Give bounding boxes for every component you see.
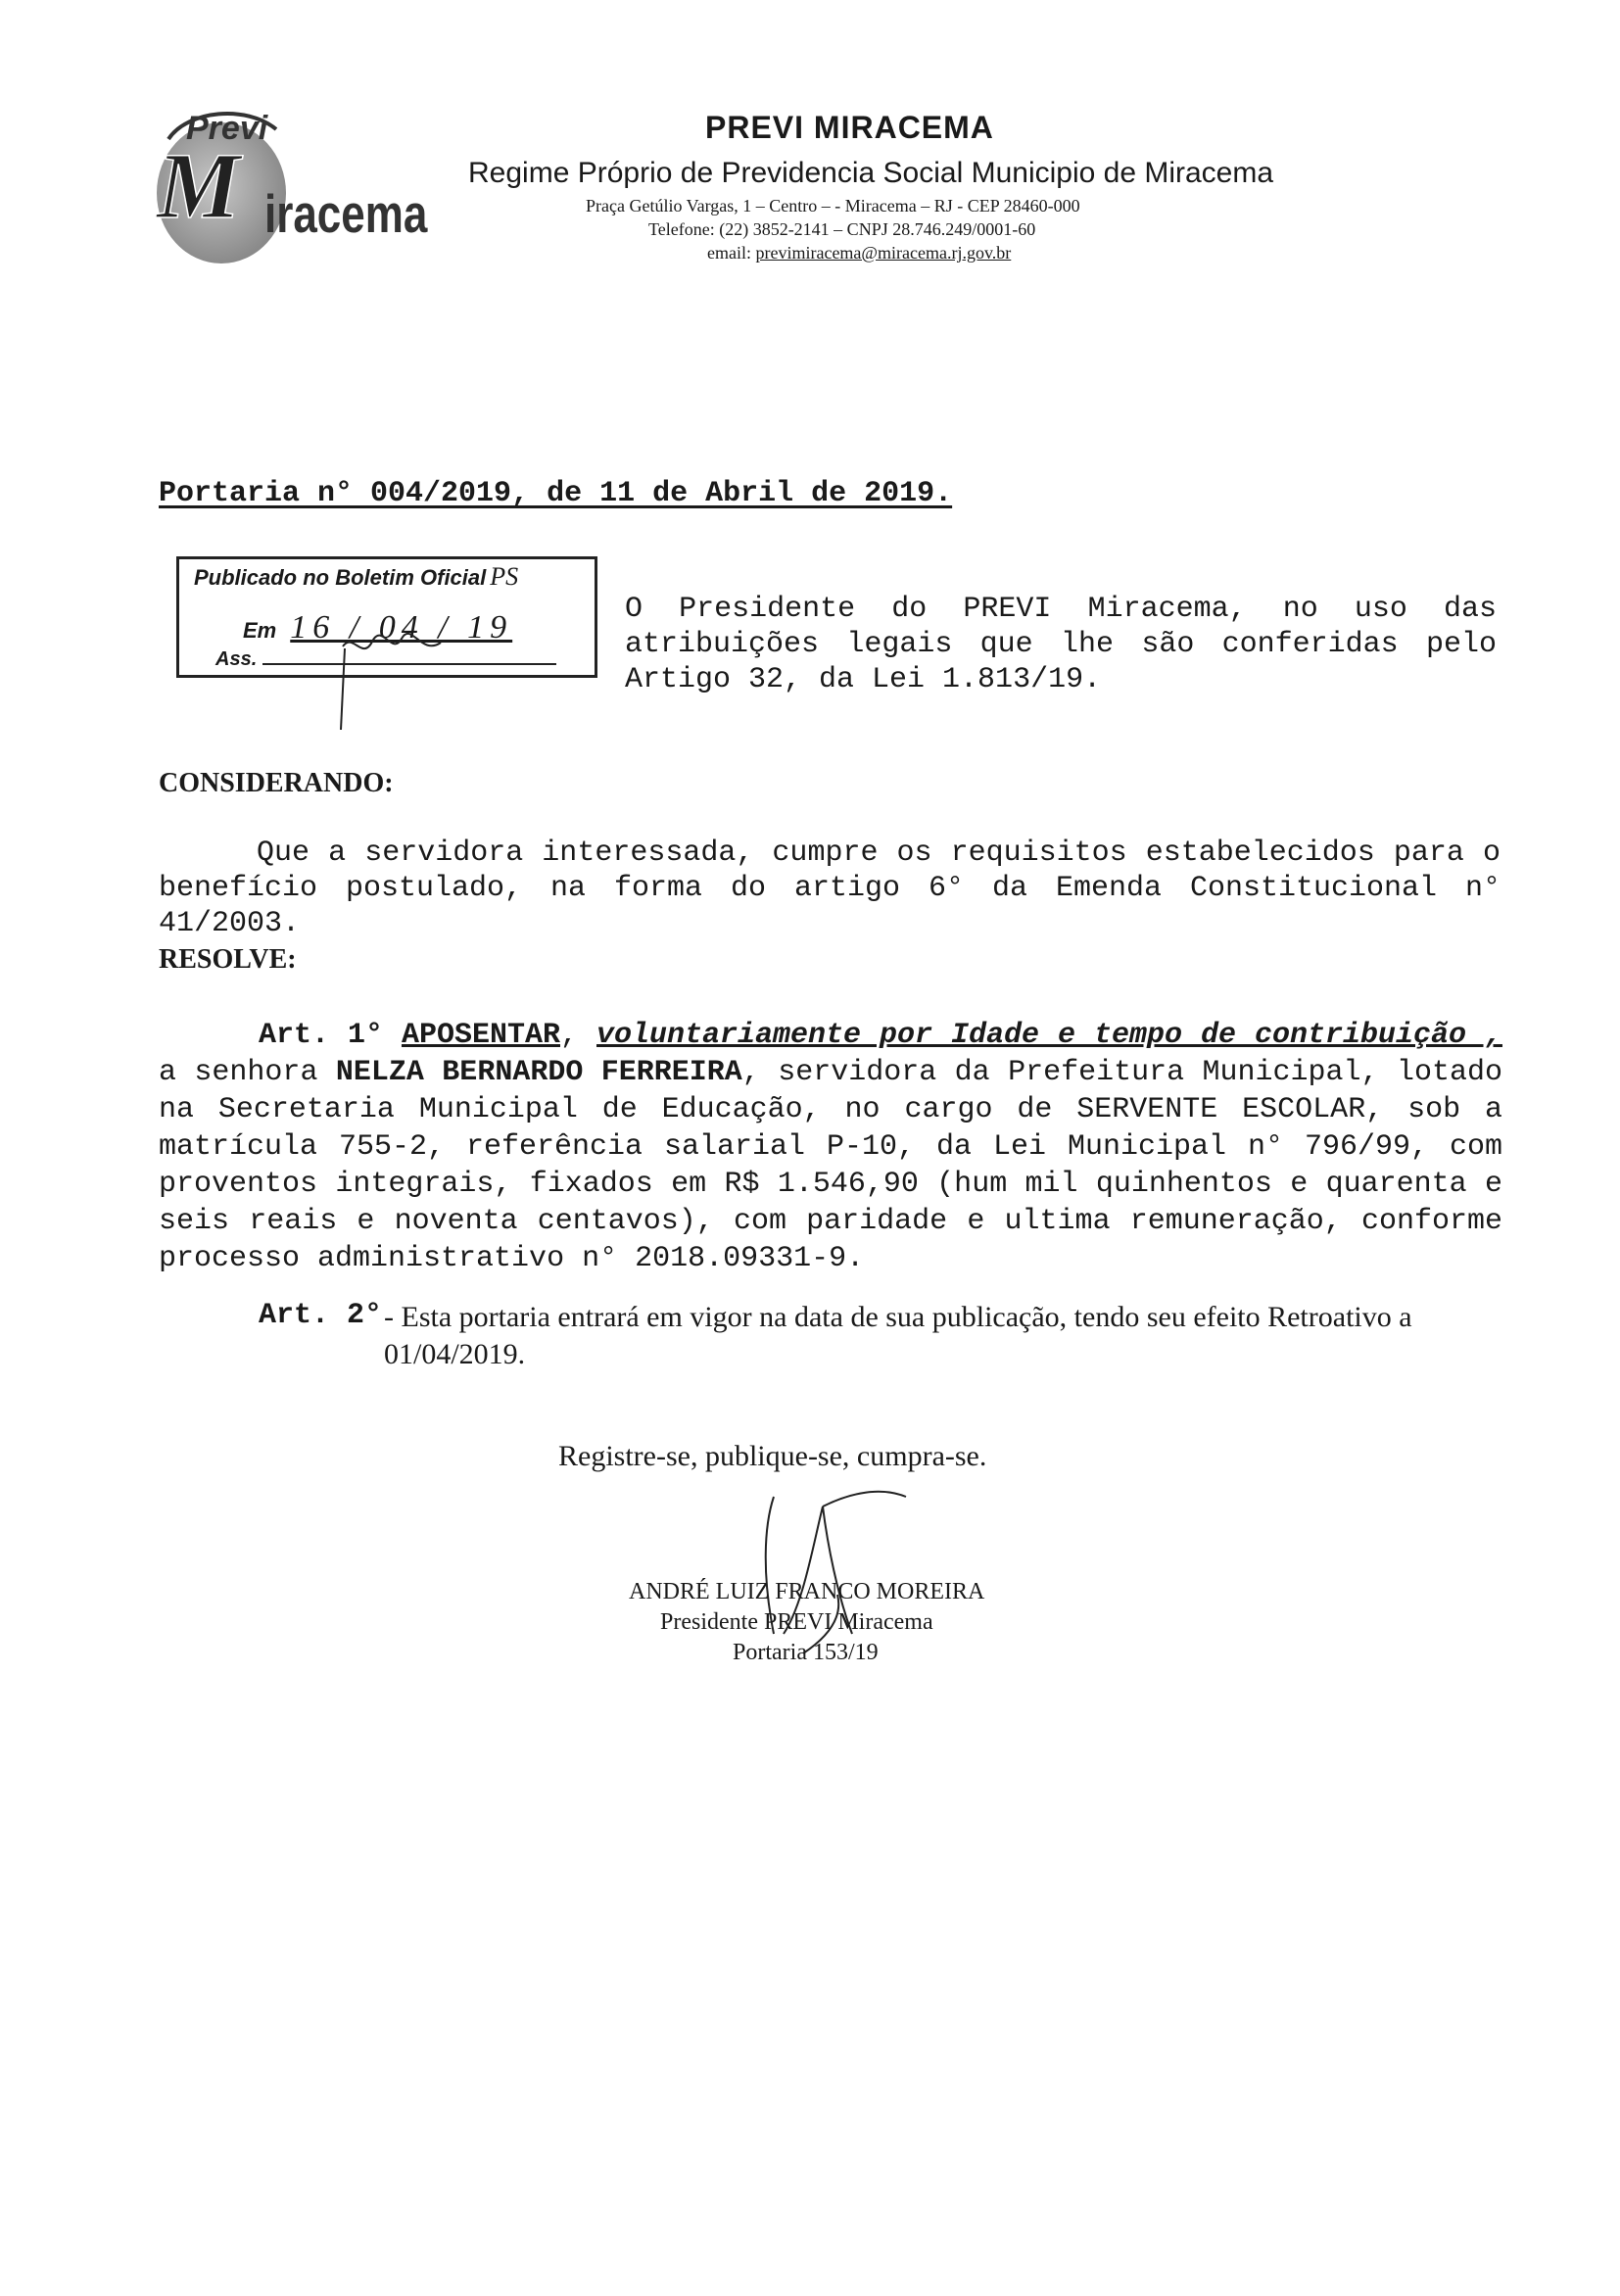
stamp-signature-scribble <box>333 627 451 735</box>
considerando-heading: CONSIDERANDO: <box>159 768 394 798</box>
email-link[interactable]: previmiracema@miracema.rj.gov.br <box>755 243 1012 263</box>
stamp-signature-line: Ass. <box>215 648 556 671</box>
email-label: email: <box>707 243 756 263</box>
stamp-date-line: Em 16 / 04 / 19 <box>243 609 513 646</box>
svg-text:iracema: iracema <box>264 183 428 245</box>
publication-stamp <box>176 549 599 684</box>
article-1-text-a: a senhora <box>159 1056 336 1089</box>
organization-email-line <box>707 243 1011 263</box>
article-1-beneficiary: NELZA BERNARDO FERREIRA <box>335 1056 742 1089</box>
signatory-portaria: Portaria 153/19 <box>733 1640 879 1665</box>
stamp-initials-handwritten: PS <box>490 562 519 591</box>
organization-address: Praça Getúlio Vargas, 1 – Centro – - Miracema – RJ - CEP 28460-000 <box>586 196 1080 215</box>
stamp-published-label: Publicado no Boletim Oficial PS <box>194 562 519 591</box>
article-2-label: Art. 2° <box>259 1299 383 1332</box>
previ-miracema-logo <box>149 100 433 276</box>
portaria-title: Portaria n° 004/2019, de 11 de Abril de 2019. <box>159 477 953 510</box>
closing-formula: Registre-se, publique-se, cumpra-se. <box>558 1440 987 1472</box>
organization-subtitle: Regime Próprio de Previdencia Social Municipio de Miracema <box>468 157 1274 189</box>
article-1: Art. 1° APOSENTAR, voluntariamente por Idade e tempo de contribuição , a senhora NELZA BERNARDO FERREIRA, servidora da Prefeitura Municipal, lotado na Secretaria Municipal de Educação, no cargo de SERVENTE ESCOLAR, sob a matrícula 755-2, referência salarial P-10, da Lei Municipal n° 796/99, com proventos integrais, fixados em R$ 1.546,90 (hum mil quinhentos e quarenta e seis reais e noventa centavos), com paridade e ultima remuneração, conforme processo administrativo n° 2018.09331-9. <box>159 1019 1502 1275</box>
organization-phone: Telefone: (22) 3852-2141 – CNPJ 28.746.249/0001-60 <box>648 219 1036 239</box>
article-1-text-b: , servidora da Prefeitura Municipal, lotado na Secretaria Municipal de Educação, no cargo de SERVENTE ESCOLAR, sob a matrícula 755-2, referência salarial P-10, da Lei Municipal n° 796/99, com proventos integrais, fixados em R$ 1.546,90 (hum mil quinhentos e quarenta e seis reais e noventa centavos), com paridade e ultima remuneração, conforme processo administrativo n° 2018.09331-9. <box>159 1056 1502 1275</box>
handwritten-signature <box>744 1487 940 1663</box>
resolve-heading: RESOLVE: <box>159 944 297 975</box>
signatory-name: ANDRÉ LUIZ FRANCO MOREIRA <box>629 1579 985 1604</box>
considerando-paragraph: Que a servidora interessada, cumpre os requisitos estabelecidos para o benefício postulado, na forma do artigo 6° da Emenda Constitucional n° 41/2003. <box>159 837 1501 940</box>
article-2-text: - Esta portaria entrará em vigor na data de sua publicação, tendo seu efeito Retroativo a 01/04/2019. <box>384 1301 1412 1370</box>
article-1-label: Art. 1° <box>259 1019 383 1052</box>
preamble-paragraph: O Presidente do PREVI Miracema, no uso das atribuições legais que lhe são conferidas pelo Artigo 32, da Lei 1.813/19. <box>625 593 1497 696</box>
organization-name: PREVI MIRACEMA <box>705 110 994 145</box>
svg-text:M: M <box>157 133 241 238</box>
signatory-role: Presidente PREVI Miracema <box>660 1609 933 1635</box>
stamp-date-handwritten: 16 / 04 / 19 <box>290 609 513 646</box>
article-1-mode: voluntariamente por Idade e tempo de contribuição , <box>596 1019 1502 1052</box>
svg-text:Previ: Previ <box>186 110 268 147</box>
article-1-action: APOSENTAR <box>401 1019 561 1052</box>
